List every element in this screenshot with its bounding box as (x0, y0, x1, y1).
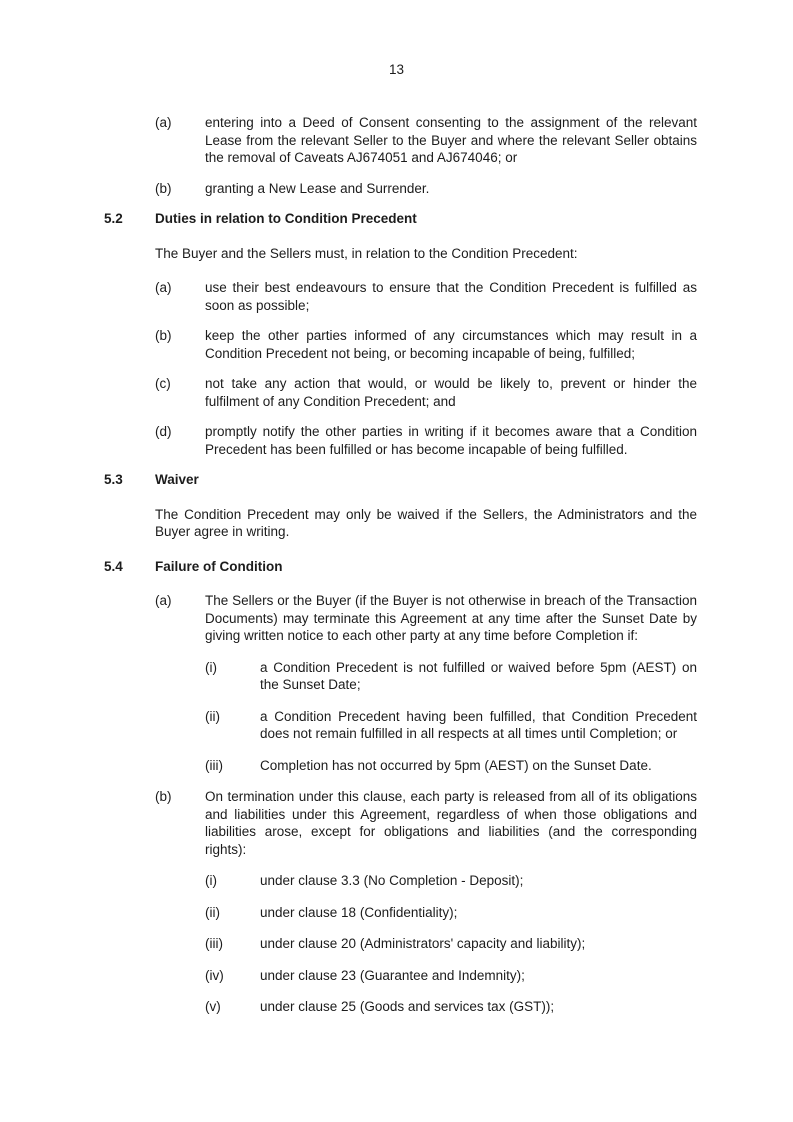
subclause-text: under clause 3.3 (No Completion - Deposit); (260, 873, 524, 888)
subclause-text: a Condition Precedent is not fulfilled or waived before 5pm (AEST) on the Sunset Date; (260, 659, 697, 692)
clause-label: (a) (155, 280, 172, 295)
subclause-text: under clause 25 (Goods and services tax (GST)); (260, 999, 555, 1014)
section-heading (104, 210, 697, 228)
document-content (0, 114, 793, 1030)
subclause-item (205, 967, 697, 985)
section-number: 5.4 (104, 558, 123, 574)
clause-item (155, 423, 697, 458)
subclause-text: a Condition Precedent having been fulfilled, that Condition Precedent does not remain fulfilled in all respects at all times until Completion; or (260, 708, 697, 741)
section-heading (104, 471, 697, 489)
subclause-label: (ii) (205, 904, 220, 920)
subclause-label: (v) (205, 999, 221, 1014)
clause-item (155, 592, 697, 645)
section-intro: The Buyer and the Sellers must, in relation to the Condition Precedent: (155, 245, 578, 261)
clause-text: use their best endeavours to ensure that the Condition Precedent is fulfilled as soon as possible; (205, 280, 697, 313)
subclause-label: (iv) (205, 967, 224, 983)
subclause-label: (ii) (205, 708, 220, 724)
section-intro: The Condition Precedent may only be waived if the Sellers, the Administrators and the Buyer agree in writing. (155, 506, 697, 539)
clause-text: entering into a Deed of Consent consenting to the assignment of the relevant Lease from the relevant Seller to the Buyer and where the relevant Seller obtains the removal of Caveats AJ674051 and AJ674046; or (205, 115, 697, 165)
clause-label: (a) (155, 593, 172, 608)
subclause-item (205, 757, 697, 775)
clause-label: (b) (155, 789, 172, 804)
section-title: Waiver (155, 472, 199, 487)
clause-text: promptly notify the other parties in writing if it becomes aware that a Condition Precedent has been fulfilled or has become incapable of being fulfilled. (205, 424, 697, 457)
clause-item (155, 279, 697, 314)
clause-text: On termination under this clause, each party is released from all of its obligations and liabilities under this Agreement, regardless of when those obligations and liabilities arose, except for obligations and liabilities (and the corresponding rights): (205, 789, 697, 857)
clause-text: not take any action that would, or would be likely to, prevent or hinder the fulfilment of any Condition Precedent; and (205, 376, 697, 409)
subclause-item (205, 935, 697, 953)
subclause-label: (iii) (205, 757, 223, 773)
section-title: Failure of Condition (155, 558, 283, 574)
clause-text: granting a New Lease and Surrender. (205, 180, 430, 196)
clause-text: The Sellers or the Buyer (if the Buyer is not otherwise in breach of the Transaction Documents) may terminate this Agreement at any time after the Sunset Date by giving written notice to each other party at any time before Completion if: (205, 593, 697, 643)
clause-item (155, 327, 697, 362)
subclause-text: under clause 18 (Confidentiality); (260, 904, 458, 920)
clause-label: (b) (155, 328, 172, 343)
subclause-label: (i) (205, 873, 217, 888)
subclause-item (205, 904, 697, 922)
section-heading (104, 558, 697, 576)
subclause-item (205, 998, 697, 1016)
subclause-text: under clause 23 (Guarantee and Indemnity); (260, 967, 525, 983)
page-number: 13 (388, 62, 405, 77)
clause-item (155, 114, 697, 167)
section-title: Duties in relation to Condition Precedent (155, 211, 417, 226)
subclause-list (0, 659, 793, 775)
clause-item (155, 180, 697, 198)
clause-text: keep the other parties informed of any circumstances which may result in a Condition Precedent not being, or becoming incapable of being, fulfilled; (205, 328, 697, 361)
section-number: 5.2 (104, 211, 123, 226)
clause-label: (b) (155, 180, 172, 196)
subclause-item (205, 659, 697, 694)
subclause-text: under clause 20 (Administrators' capacity and liability); (260, 936, 586, 951)
subclause-item (205, 872, 697, 890)
subclause-list (0, 872, 793, 1016)
subclause-text: Completion has not occurred by 5pm (AEST) on the Sunset Date. (260, 757, 652, 773)
clause-label: (c) (155, 376, 171, 391)
clause-label: (a) (155, 115, 172, 130)
subclause-label: (i) (205, 659, 217, 675)
subclause-item (205, 708, 697, 743)
clause-label: (d) (155, 424, 172, 439)
section-number: 5.3 (104, 472, 123, 487)
clause-item (155, 375, 697, 410)
subclause-label: (iii) (205, 936, 223, 951)
clause-item (155, 788, 697, 858)
